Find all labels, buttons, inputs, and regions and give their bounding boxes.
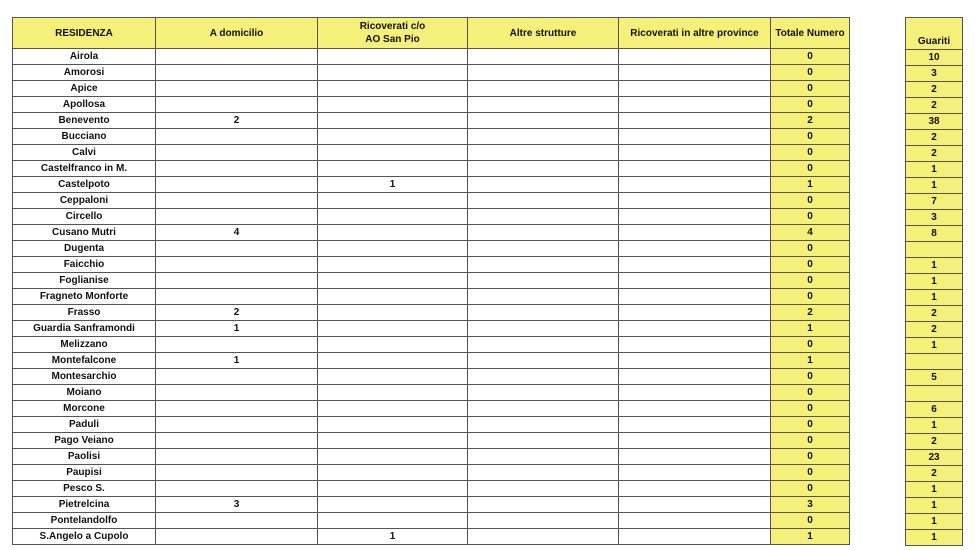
cell-altre-province [619,289,771,305]
cell-totale: 2 [771,113,850,129]
cell-ricoverati [318,433,468,449]
table-row [13,289,850,305]
cell-altre-province [619,417,771,433]
cell-altre-strutture [468,225,619,241]
cell-altre-province [619,97,771,113]
cell-ricoverati [318,161,468,177]
cell-residenza: Fragneto Monforte [13,289,156,305]
cell-guariti: 1 [906,514,963,530]
cell-guariti: 7 [906,194,963,210]
cell-domicilio [156,193,318,209]
cell-domicilio: 2 [156,113,318,129]
table-row [13,177,850,193]
cell-totale: 0 [771,257,850,273]
guariti-row [906,354,963,370]
cell-altre-province [619,321,771,337]
guariti-row [906,306,963,322]
cell-totale: 0 [771,273,850,289]
cell-altre-province [619,241,771,257]
cell-altre-province [619,305,771,321]
guariti-row [906,514,963,530]
cell-ricoverati [318,369,468,385]
table-row [13,497,850,513]
cell-altre-strutture [468,209,619,225]
guariti-row [906,82,963,98]
cases-table [12,17,850,545]
cell-totale: 0 [771,449,850,465]
cell-ricoverati [318,513,468,529]
guariti-header-row [906,18,963,50]
guariti-row [906,450,963,466]
cell-ricoverati: 1 [318,177,468,193]
table-row [13,513,850,529]
cell-altre-strutture [468,65,619,81]
cell-domicilio [156,385,318,401]
guariti-row [906,226,963,242]
cell-residenza: Pesco S. [13,481,156,497]
cell-totale: 4 [771,225,850,241]
cell-residenza: Calvi [13,145,156,161]
cell-residenza: S.Angelo a Cupolo [13,529,156,545]
cell-domicilio [156,209,318,225]
cell-domicilio [156,161,318,177]
cell-residenza: Morcone [13,401,156,417]
guariti-row [906,258,963,274]
cell-residenza: Bucciano [13,129,156,145]
guariti-row [906,242,963,258]
guariti-row [906,466,963,482]
table-row [13,353,850,369]
guariti-row [906,322,963,338]
cell-guariti: 1 [906,290,963,306]
cell-totale: 1 [771,529,850,545]
cell-domicilio [156,337,318,353]
cell-guariti: 6 [906,402,963,418]
cell-ricoverati [318,273,468,289]
cell-altre-strutture [468,193,619,209]
table-row [13,193,850,209]
cell-domicilio [156,65,318,81]
cell-ricoverati: 1 [318,529,468,545]
table-row [13,369,850,385]
cell-domicilio: 3 [156,497,318,513]
cell-totale: 0 [771,161,850,177]
table-row [13,145,850,161]
cell-totale: 0 [771,65,850,81]
cell-ricoverati [318,225,468,241]
guariti-row [906,338,963,354]
cell-residenza: Dugenta [13,241,156,257]
table-row [13,97,850,113]
cell-totale: 1 [771,321,850,337]
cell-domicilio [156,289,318,305]
cell-domicilio [156,369,318,385]
cell-residenza: Ceppaloni [13,193,156,209]
cell-residenza: Benevento [13,113,156,129]
cell-ricoverati [318,337,468,353]
cell-altre-province [619,465,771,481]
cell-ricoverati [318,113,468,129]
cell-altre-province [619,161,771,177]
cell-domicilio [156,81,318,97]
cell-altre-strutture [468,513,619,529]
header-residenza: RESIDENZA [13,18,156,49]
table-row [13,449,850,465]
header-domicilio: A domicilio [156,18,318,49]
cell-residenza: Melizzano [13,337,156,353]
guariti-row [906,146,963,162]
cell-altre-province [619,225,771,241]
cell-altre-strutture [468,353,619,369]
cell-residenza: Guardia Sanframondi [13,321,156,337]
table-row [13,129,850,145]
cell-altre-strutture [468,289,619,305]
guariti-row [906,130,963,146]
cell-altre-strutture [468,401,619,417]
cell-altre-province [619,337,771,353]
cell-altre-province [619,129,771,145]
cell-guariti: 5 [906,370,963,386]
cell-domicilio [156,513,318,529]
cell-domicilio: 1 [156,321,318,337]
cell-domicilio: 2 [156,305,318,321]
cell-ricoverati [318,401,468,417]
cell-domicilio [156,417,318,433]
cell-residenza: Pietrelcina [13,497,156,513]
table-row [13,65,850,81]
table-row [13,305,850,321]
cell-residenza: Castelpoto [13,177,156,193]
cell-ricoverati [318,81,468,97]
table-body [13,49,850,545]
cell-altre-strutture [468,529,619,545]
guariti-row [906,498,963,514]
header-ricoverati-line1: Ricoverati c/o [359,21,426,32]
cell-altre-strutture [468,417,619,433]
header-altre-province: Ricoverati in altre province [619,18,771,49]
cell-residenza: Airola [13,49,156,65]
cell-guariti: 3 [906,210,963,226]
cell-residenza: Montefalcone [13,353,156,369]
table-row [13,385,850,401]
cell-altre-strutture [468,257,619,273]
cell-altre-province [619,369,771,385]
cell-ricoverati [318,385,468,401]
cell-guariti: 1 [906,338,963,354]
cell-altre-province [619,145,771,161]
cell-residenza: Pontelandolfo [13,513,156,529]
cell-altre-province [619,273,771,289]
cell-domicilio [156,177,318,193]
guariti-row [906,370,963,386]
cell-guariti: 1 [906,482,963,498]
cell-guariti: 2 [906,98,963,114]
cell-altre-province [619,497,771,513]
cell-altre-province [619,529,771,545]
cell-altre-province [619,257,771,273]
cell-domicilio [156,145,318,161]
cell-domicilio [156,97,318,113]
cell-domicilio [156,129,318,145]
cell-guariti: 38 [906,114,963,130]
cell-altre-strutture [468,161,619,177]
table-row [13,433,850,449]
cell-totale: 0 [771,289,850,305]
cell-residenza: Faicchio [13,257,156,273]
cell-guariti: 2 [906,130,963,146]
cell-altre-province [619,433,771,449]
header-guariti: Guariti [906,18,963,50]
cell-guariti: 23 [906,450,963,466]
table-row [13,417,850,433]
cell-altre-province [619,449,771,465]
cell-guariti: 2 [906,82,963,98]
cell-totale: 0 [771,433,850,449]
cell-altre-strutture [468,241,619,257]
cell-ricoverati [318,241,468,257]
cell-altre-strutture [468,113,619,129]
guariti-row [906,210,963,226]
cell-domicilio [156,449,318,465]
cell-totale: 0 [771,417,850,433]
header-ricoverati [318,18,468,49]
cell-totale: 0 [771,145,850,161]
cell-guariti: 2 [906,434,963,450]
table-row [13,113,850,129]
guariti-row [906,482,963,498]
cell-altre-strutture [468,497,619,513]
cell-domicilio [156,257,318,273]
table-row [13,337,850,353]
cell-altre-strutture [468,273,619,289]
cell-domicilio [156,529,318,545]
cell-domicilio: 1 [156,353,318,369]
cell-residenza: Moiano [13,385,156,401]
cell-residenza: Montesarchio [13,369,156,385]
cell-guariti: 1 [906,178,963,194]
cell-residenza: Foglianise [13,273,156,289]
cell-residenza: Paupisi [13,465,156,481]
cell-altre-province [619,81,771,97]
cell-totale: 0 [771,369,850,385]
cell-guariti [906,386,963,402]
cell-ricoverati [318,465,468,481]
cell-residenza: Amorosi [13,65,156,81]
cell-guariti: 3 [906,66,963,82]
cell-residenza: Paolisi [13,449,156,465]
cell-altre-province [619,209,771,225]
cell-guariti: 2 [906,322,963,338]
cell-domicilio [156,401,318,417]
cell-guariti: 1 [906,530,963,546]
table-row [13,209,850,225]
cell-altre-strutture [468,385,619,401]
cell-guariti: 1 [906,498,963,514]
cell-ricoverati [318,449,468,465]
cell-guariti [906,242,963,258]
table-row [13,49,850,65]
guariti-table [905,17,963,546]
cell-totale: 0 [771,401,850,417]
cell-domicilio [156,465,318,481]
cell-ricoverati [318,417,468,433]
table-row [13,161,850,177]
cell-altre-strutture [468,97,619,113]
cell-ricoverati [318,305,468,321]
cell-totale: 0 [771,209,850,225]
cell-ricoverati [318,129,468,145]
cell-guariti [906,354,963,370]
guariti-row [906,402,963,418]
cell-domicilio [156,273,318,289]
cell-guariti: 2 [906,466,963,482]
cell-altre-strutture [468,321,619,337]
guariti-row [906,434,963,450]
cell-ricoverati [318,353,468,369]
cell-domicilio [156,433,318,449]
cell-altre-province [619,65,771,81]
cell-guariti: 1 [906,162,963,178]
cell-altre-strutture [468,369,619,385]
cell-altre-province [619,385,771,401]
cell-ricoverati [318,193,468,209]
cell-altre-strutture [468,145,619,161]
cell-totale: 1 [771,353,850,369]
cell-altre-province [619,481,771,497]
cell-altre-strutture [468,177,619,193]
cell-altre-strutture [468,305,619,321]
cell-altre-strutture [468,433,619,449]
guariti-body [906,50,963,546]
cell-altre-province [619,401,771,417]
guariti-row [906,50,963,66]
cell-residenza: Castelfranco in M. [13,161,156,177]
guariti-row [906,530,963,546]
header-row [13,18,850,49]
guariti-row [906,386,963,402]
cell-totale: 2 [771,305,850,321]
cell-residenza: Paduli [13,417,156,433]
cell-altre-strutture [468,481,619,497]
cell-ricoverati [318,321,468,337]
cell-ricoverati [318,289,468,305]
guariti-row [906,66,963,82]
header-totale: Totale Numero [771,18,850,49]
cell-guariti: 8 [906,226,963,242]
cell-altre-province [619,113,771,129]
cell-totale: 0 [771,97,850,113]
cell-altre-strutture [468,81,619,97]
cell-totale: 0 [771,481,850,497]
cell-residenza: Cusano Mutri [13,225,156,241]
guariti-row [906,418,963,434]
cell-totale: 0 [771,193,850,209]
cell-guariti: 2 [906,146,963,162]
table-row [13,321,850,337]
cell-guariti: 1 [906,274,963,290]
table-row [13,529,850,545]
cell-domicilio [156,481,318,497]
cell-guariti: 1 [906,418,963,434]
cell-ricoverati [318,145,468,161]
table-row [13,81,850,97]
table-row [13,481,850,497]
cell-totale: 0 [771,81,850,97]
cell-domicilio [156,49,318,65]
guariti-row [906,290,963,306]
table-row [13,465,850,481]
cell-altre-province [619,49,771,65]
cell-ricoverati [318,97,468,113]
cell-altre-province [619,177,771,193]
cell-ricoverati [318,65,468,81]
cell-residenza: Apice [13,81,156,97]
cell-totale: 0 [771,241,850,257]
header-altre-strutture: Altre strutture [468,18,619,49]
guariti-row [906,178,963,194]
cell-totale: 0 [771,385,850,401]
guariti-row [906,162,963,178]
table-row [13,225,850,241]
table-row [13,273,850,289]
cell-totale: 0 [771,129,850,145]
guariti-row [906,114,963,130]
cell-ricoverati [318,481,468,497]
cell-altre-strutture [468,465,619,481]
cell-altre-province [619,353,771,369]
cell-ricoverati [318,209,468,225]
cell-ricoverati [318,49,468,65]
cell-guariti: 1 [906,258,963,274]
cell-domicilio [156,241,318,257]
cell-altre-strutture [468,337,619,353]
cell-totale: 0 [771,49,850,65]
guariti-row [906,194,963,210]
cell-totale: 0 [771,465,850,481]
table-row [13,401,850,417]
cell-totale: 3 [771,497,850,513]
cell-altre-province [619,513,771,529]
cell-residenza: Frasso [13,305,156,321]
cell-totale: 0 [771,513,850,529]
table-row [13,241,850,257]
cell-totale: 1 [771,177,850,193]
cell-residenza: Circello [13,209,156,225]
table-row [13,257,850,273]
cell-altre-strutture [468,129,619,145]
cell-ricoverati [318,497,468,513]
cell-altre-strutture [468,49,619,65]
cell-residenza: Apollosa [13,97,156,113]
cell-domicilio: 4 [156,225,318,241]
guariti-row [906,274,963,290]
guariti-row [906,98,963,114]
cell-totale: 0 [771,337,850,353]
cell-altre-province [619,193,771,209]
cell-guariti: 2 [906,306,963,322]
cell-ricoverati [318,257,468,273]
header-ricoverati-line2: AO San Pio [365,34,420,45]
cell-guariti: 10 [906,50,963,66]
cell-altre-strutture [468,449,619,465]
cell-residenza: Pago Veiano [13,433,156,449]
